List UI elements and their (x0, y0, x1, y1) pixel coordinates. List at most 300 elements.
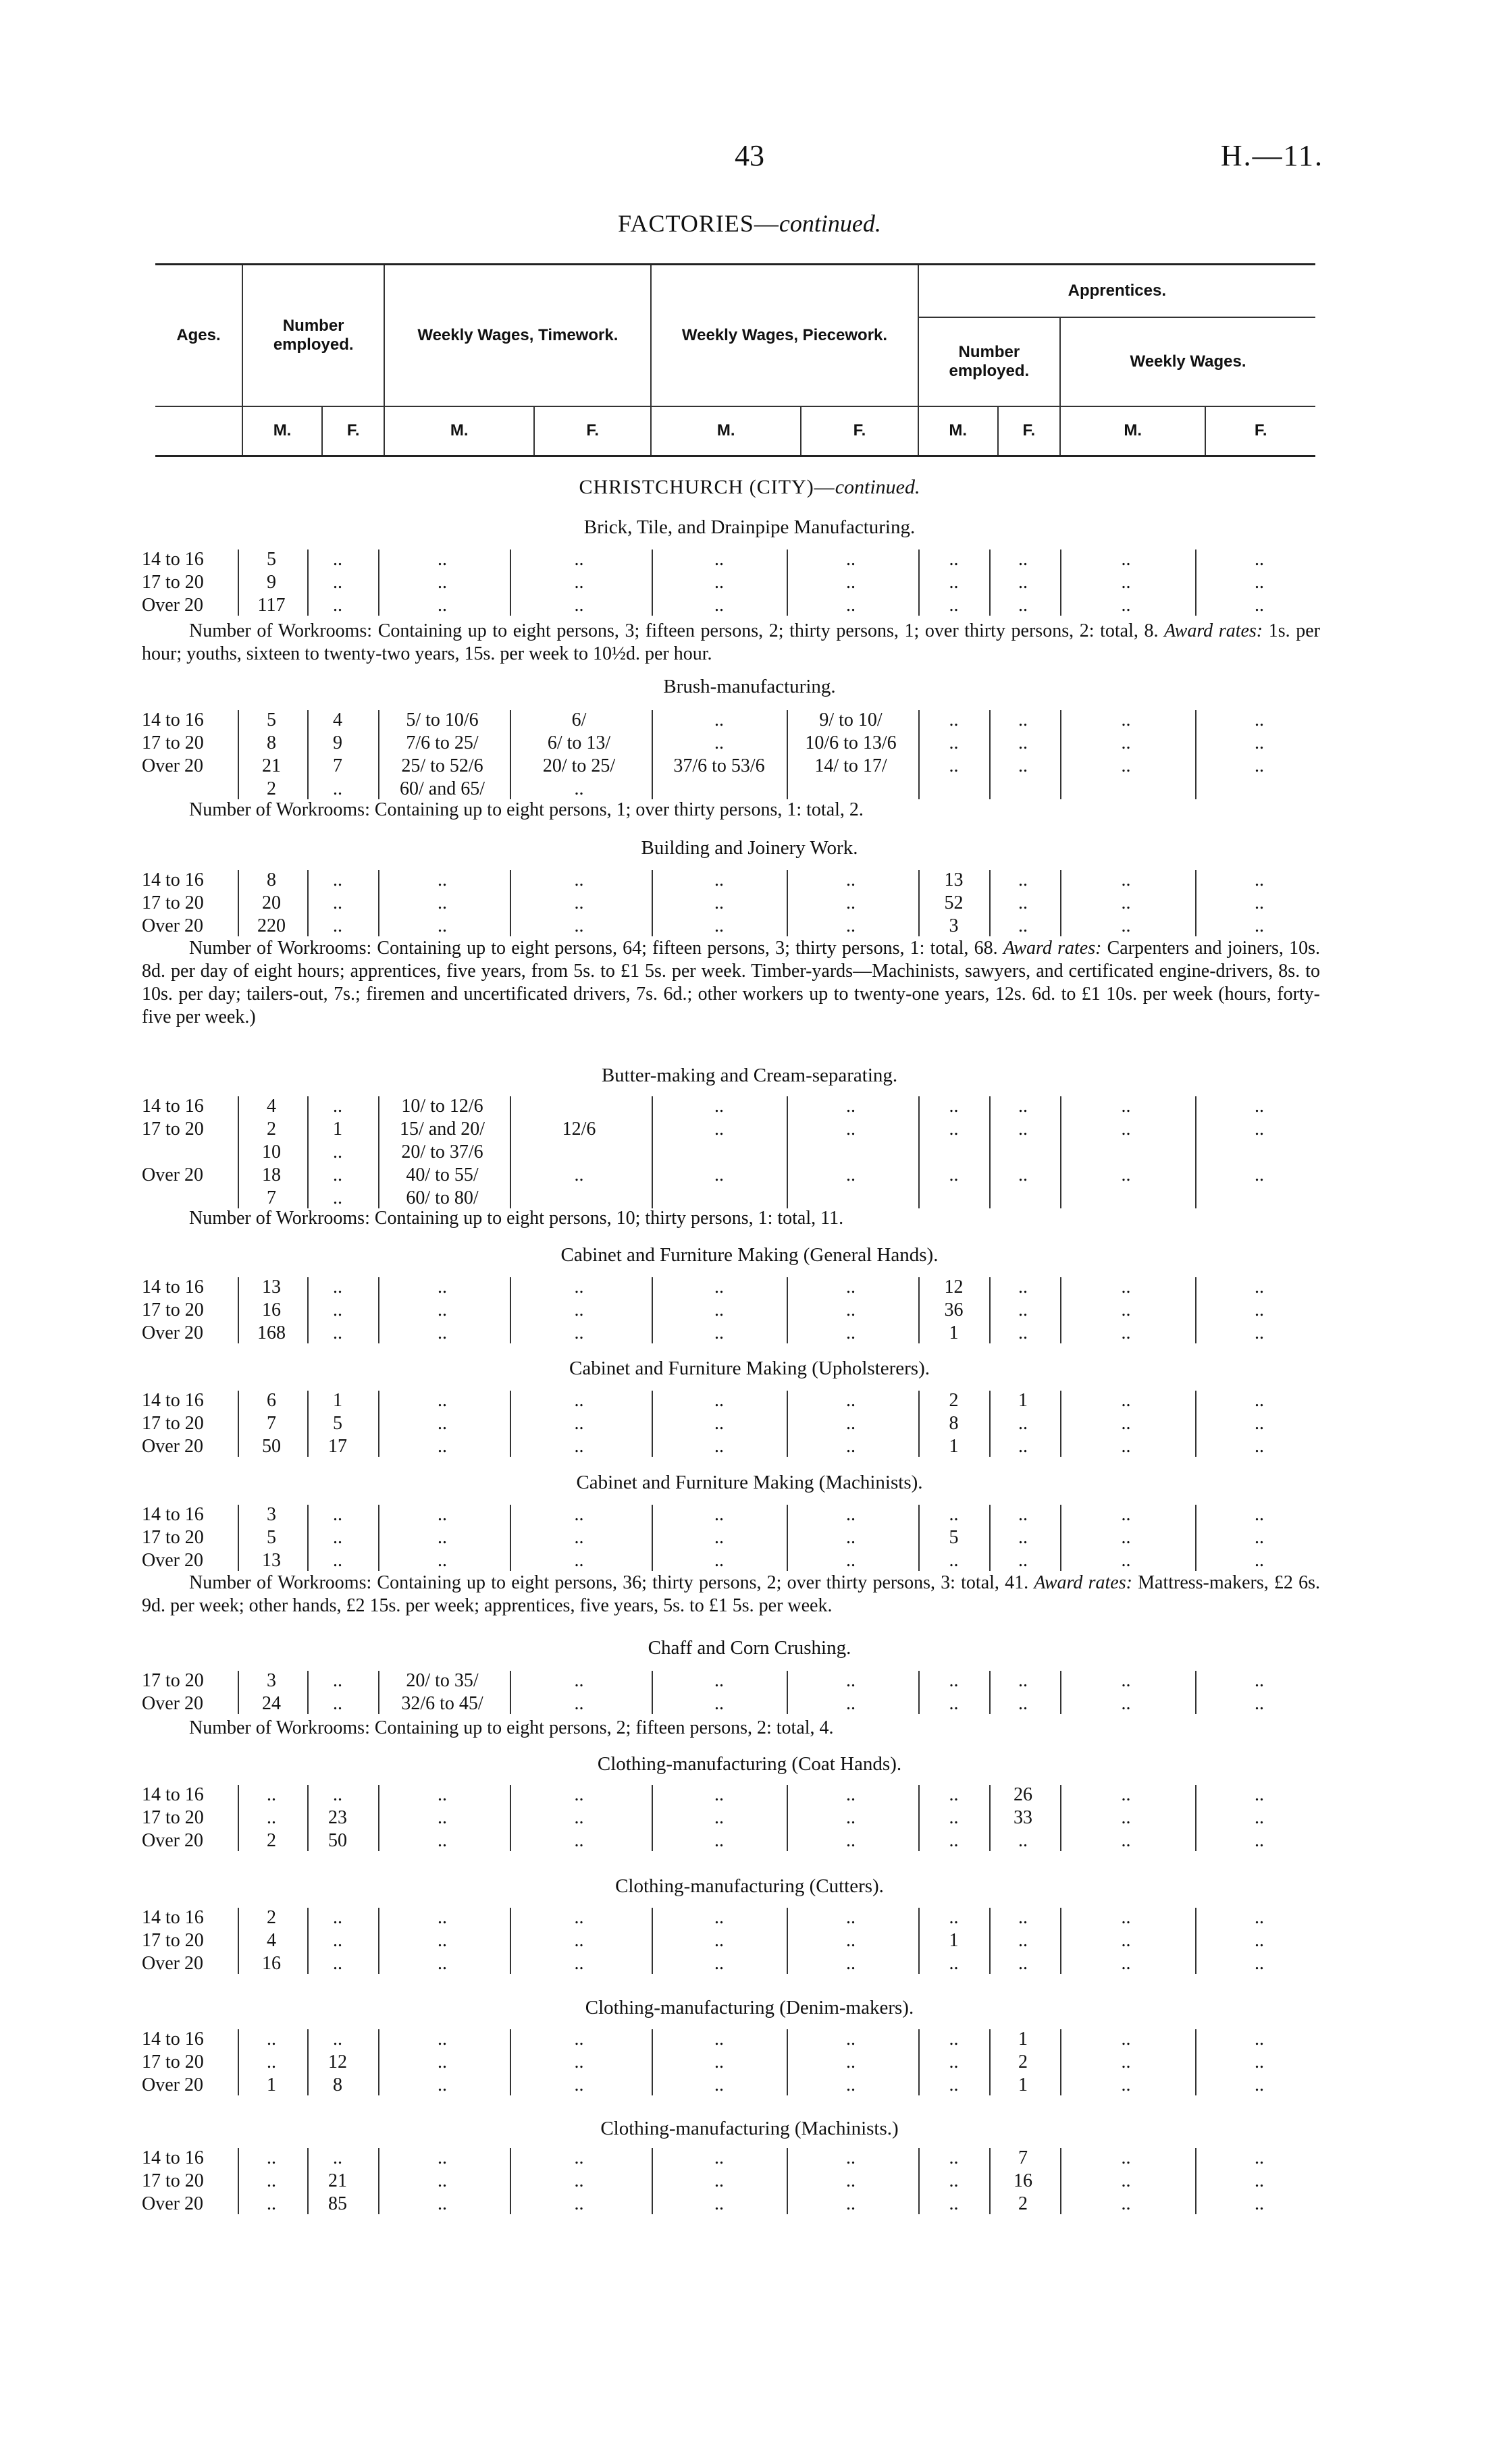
table-cell: .. (1255, 2074, 1264, 2095)
table-cell: .. (1255, 1527, 1264, 1548)
table-cell: .. (574, 549, 584, 570)
table-cell: 3 (267, 1670, 276, 1691)
table-cell: .. (438, 595, 447, 616)
table-cell: 1 (1018, 2029, 1028, 2050)
table-cell: 20/ to 37/6 (401, 1142, 483, 1162)
table-cell: .. (846, 1300, 856, 1320)
table-cell: .. (1255, 1670, 1264, 1691)
table-cell: 3 (949, 915, 959, 936)
table-cell: 5 (267, 549, 276, 570)
column-rule (918, 2148, 920, 2214)
table-cell: .. (1121, 1907, 1131, 1928)
table-cell: .. (438, 1830, 447, 1851)
table-cell: .. (1255, 755, 1264, 776)
table-cell: 12 (328, 2052, 347, 2072)
table-row (0, 709, 1499, 732)
column-rule (1195, 1391, 1196, 1457)
table-cell: 50 (328, 1830, 347, 1851)
table-cell: 117 (257, 595, 286, 616)
column-rule (1195, 870, 1196, 936)
table-cell: 12 (944, 1277, 964, 1297)
table-cell: .. (267, 2029, 276, 2050)
table-cell: .. (333, 869, 342, 890)
column-rule (510, 1096, 511, 1208)
table-cell: 40/ to 55/ (406, 1164, 479, 1185)
table-row (0, 1692, 1499, 1715)
table-cell: .. (1255, 1784, 1264, 1805)
table-row (0, 1141, 1499, 1164)
table-cell: .. (574, 1277, 584, 1297)
table-cell: .. (1121, 2147, 1131, 2168)
table-cell: .. (949, 1096, 959, 1117)
header-ages: Ages. (155, 265, 242, 406)
table-cell: .. (1255, 915, 1264, 936)
column-rule (378, 550, 379, 616)
column-rule (1060, 1908, 1061, 1974)
table-cell: .. (846, 1164, 856, 1185)
table-cell: .. (438, 892, 447, 913)
column-rule (307, 2148, 309, 2214)
table-cell: 2 (267, 1830, 276, 1851)
table-cell: .. (574, 1322, 584, 1343)
column-rule (989, 550, 991, 616)
table-cell: .. (333, 595, 342, 616)
age-cell: 17 to 20 (142, 572, 204, 593)
column-rule (787, 2029, 788, 2095)
age-cell: Over 20 (142, 1830, 203, 1851)
table-cell: .. (949, 755, 959, 776)
table-cell: 10 (262, 1142, 281, 1162)
section-title: Chaff and Corn Crushing. (648, 1637, 851, 1659)
table-cell: .. (714, 1413, 724, 1434)
table-cell: .. (267, 1784, 276, 1805)
table-cell: .. (714, 549, 724, 570)
age-cell: Over 20 (142, 1953, 203, 1974)
age-cell: 17 to 20 (142, 1413, 204, 1434)
table-cell: .. (846, 2052, 856, 2072)
table-cell: .. (438, 1322, 447, 1343)
column-rule (1060, 1096, 1061, 1208)
age-cell: 14 to 16 (142, 869, 204, 890)
table-cell: .. (714, 1784, 724, 1805)
table-cell: 10/ to 12/6 (401, 1096, 483, 1117)
table-cell: .. (949, 1953, 959, 1974)
table-cell: .. (574, 2147, 584, 2168)
table-cell: 1 (1018, 2074, 1028, 2095)
table-cell: .. (1018, 1670, 1028, 1691)
table-cell: 2 (949, 1390, 959, 1411)
table-row (0, 1435, 1499, 1458)
table-cell: 9 (267, 572, 276, 593)
table-cell: .. (1121, 595, 1131, 616)
table-cell: 1 (949, 1930, 959, 1951)
table-cell: .. (1255, 1807, 1264, 1828)
table-cell: .. (333, 1277, 342, 1297)
table-cell: .. (574, 2029, 584, 2050)
column-rule (918, 1785, 920, 1851)
section-title: Clothing-manufacturing (Cutters). (615, 1875, 884, 1897)
table-cell: .. (1121, 869, 1131, 890)
table-cell: .. (333, 778, 342, 799)
table-cell: .. (1255, 1504, 1264, 1525)
table-cell: .. (846, 1670, 856, 1691)
table-cell: .. (1255, 1930, 1264, 1951)
column-rule (652, 870, 653, 936)
table-cell: 20/ to 35/ (406, 1670, 479, 1691)
table-cell: 21 (328, 2170, 347, 2191)
table-cell: 6 (267, 1390, 276, 1411)
table-cell: .. (267, 2170, 276, 2191)
table-cell: .. (438, 1807, 447, 1828)
table-cell: .. (574, 915, 584, 936)
note-award-label: Award rates: (1003, 938, 1102, 959)
table-row (0, 1503, 1499, 1526)
table-cell: .. (846, 1527, 856, 1548)
table-cell: 14/ to 17/ (814, 755, 887, 776)
table-cell: .. (1255, 2052, 1264, 2072)
table-cell: .. (438, 2170, 447, 2191)
table-cell: .. (438, 2029, 447, 2050)
age-cell: Over 20 (142, 595, 203, 616)
table-cell: 4 (267, 1096, 276, 1117)
table-cell: 60/ and 65/ (400, 778, 485, 799)
table-cell: .. (1018, 1300, 1028, 1320)
column-rule (787, 1785, 788, 1851)
table-cell: .. (267, 2147, 276, 2168)
table-cell: .. (1018, 892, 1028, 913)
table-cell: .. (714, 1930, 724, 1951)
column-rule (1195, 1785, 1196, 1851)
table-row (0, 1276, 1499, 1299)
location-name: CHRISTCHURCH (CITY)— (579, 476, 835, 498)
table-row (0, 892, 1499, 915)
column-rule (787, 1671, 788, 1714)
table-cell: .. (574, 1953, 584, 1974)
table-cell: .. (574, 778, 584, 799)
table-cell: .. (438, 549, 447, 570)
table-cell: 3 (267, 1504, 276, 1525)
table-cell: 2 (267, 778, 276, 799)
table-cell: 6/ to 13/ (547, 732, 611, 753)
table-cell: .. (949, 1164, 959, 1185)
table-cell: 6/ (571, 709, 587, 730)
table-cell: .. (846, 1693, 856, 1714)
column-rule (378, 1785, 379, 1851)
column-rule (1195, 1505, 1196, 1571)
table-cell: .. (574, 2074, 584, 2095)
age-cell: 17 to 20 (142, 732, 204, 753)
column-rule (989, 2029, 991, 2095)
table-cell: .. (333, 2147, 342, 2168)
table-cell: .. (438, 2052, 447, 2072)
table-cell: 25/ to 52/6 (401, 755, 483, 776)
column-rule (378, 1277, 379, 1343)
column-rule (652, 1505, 653, 1571)
table-cell: 85 (328, 2193, 347, 2214)
table-cell: .. (949, 1670, 959, 1691)
column-rule (238, 1277, 239, 1343)
header-piece-m: M. (651, 406, 801, 456)
table-row (0, 1549, 1499, 1572)
table-cell: 13 (262, 1277, 281, 1297)
table-cell: .. (1121, 1096, 1131, 1117)
table-cell: .. (267, 2052, 276, 2072)
column-rule (378, 870, 379, 936)
table-cell: .. (333, 1527, 342, 1548)
column-rule (510, 1671, 511, 1714)
table-cell: .. (1121, 709, 1131, 730)
column-rule (989, 1391, 991, 1457)
age-cell: Over 20 (142, 1693, 203, 1714)
table-cell: .. (1255, 572, 1264, 593)
table-cell: .. (1255, 869, 1264, 890)
table-row (0, 1322, 1499, 1345)
table-cell: .. (846, 1322, 856, 1343)
table-row (0, 571, 1499, 594)
table-cell: 7/6 to 25/ (406, 732, 479, 753)
table-cell: .. (714, 732, 724, 753)
table-cell: .. (949, 1830, 959, 1851)
table-cell: .. (438, 1300, 447, 1320)
table-cell: .. (1121, 2029, 1131, 2050)
table-cell: .. (1018, 1907, 1028, 1928)
table-row (0, 594, 1499, 617)
table-cell: .. (1121, 1830, 1131, 1851)
table-cell: .. (714, 1670, 724, 1691)
table-cell: .. (1255, 1413, 1264, 1434)
table-cell: .. (714, 1164, 724, 1185)
table-cell: .. (333, 1300, 342, 1320)
table-cell: .. (846, 1119, 856, 1140)
table-cell: .. (1018, 869, 1028, 890)
table-cell: .. (1255, 549, 1264, 570)
table-cell: .. (846, 1807, 856, 1828)
header-time-m: M. (384, 406, 534, 456)
column-rule (307, 1277, 309, 1343)
age-cell: Over 20 (142, 2074, 203, 2095)
age-cell: 14 to 16 (142, 2029, 204, 2050)
page-number: 43 (735, 139, 764, 172)
column-rule (989, 1505, 991, 1571)
table-cell: 16 (262, 1953, 281, 1974)
table-cell: .. (1255, 732, 1264, 753)
note-award-label: Award rates: (1164, 620, 1263, 641)
table-cell: .. (949, 732, 959, 753)
table-cell: .. (714, 1527, 724, 1548)
table-cell: 8 (267, 732, 276, 753)
section-note (142, 1572, 1320, 1617)
table-cell: .. (1121, 1322, 1131, 1343)
table-cell: .. (1018, 732, 1028, 753)
note-award-label: Award rates: (1034, 1572, 1132, 1593)
column-rule (787, 710, 788, 799)
table-cell: .. (714, 2074, 724, 2095)
table-cell: .. (574, 1164, 584, 1185)
header-time-f: F. (534, 406, 651, 456)
column-rule (238, 1785, 239, 1851)
age-cell: 17 to 20 (142, 892, 204, 913)
note-lead: Number of Workrooms: Containing up to eight persons, 2; fifteen persons, 2: total, 4. (189, 1717, 834, 1738)
table-cell: 7 (267, 1187, 276, 1208)
column-rule (378, 2029, 379, 2095)
age-cell: 14 to 16 (142, 549, 204, 570)
table-cell: 13 (262, 1550, 281, 1571)
section-title: Brick, Tile, and Drainpipe Manufacturing. (583, 516, 916, 538)
column-rule (1195, 710, 1196, 799)
column-rule (1195, 1908, 1196, 1974)
column-rule (1060, 2029, 1061, 2095)
age-cell: 14 to 16 (142, 1504, 204, 1525)
table-cell: .. (714, 1300, 724, 1320)
table-cell: .. (714, 1277, 724, 1297)
table-cell: .. (1255, 2170, 1264, 2191)
column-rule (1060, 710, 1061, 799)
column-rule (307, 1785, 309, 1851)
section-title: Cabinet and Furniture Making (General Hands). (560, 1244, 939, 1266)
note-lead: Number of Workrooms: Containing up to eight persons, 1; over thirty persons, 1: total, 2. (189, 799, 864, 820)
age-cell: 17 to 20 (142, 1300, 204, 1320)
section-title: Clothing-manufacturing (Denim-makers). (585, 1997, 914, 2018)
table-cell: .. (1255, 1907, 1264, 1928)
table-cell: .. (1018, 1436, 1028, 1457)
column-rule (918, 710, 920, 799)
column-rule (307, 550, 309, 616)
table-cell: 60/ to 80/ (406, 1187, 479, 1208)
column-rule (1195, 2029, 1196, 2095)
table-cell: .. (1121, 1953, 1131, 1974)
column-rule (918, 1391, 920, 1457)
table-row (0, 2051, 1499, 2074)
table-cell: .. (846, 1550, 856, 1571)
table-cell: .. (1018, 1277, 1028, 1297)
table-cell: .. (1121, 1504, 1131, 1525)
age-cell: 17 to 20 (142, 1119, 204, 1140)
column-rule (989, 1785, 991, 1851)
header-app-emp-m: M. (918, 406, 998, 456)
table-row (0, 1389, 1499, 1412)
column-rule (918, 1505, 920, 1571)
column-rule (652, 1908, 653, 1974)
table-cell: .. (438, 2147, 447, 2168)
page-title (0, 209, 1499, 238)
table-cell: .. (949, 1504, 959, 1525)
table-cell: 2 (267, 1119, 276, 1140)
age-cell: 14 to 16 (142, 2147, 204, 2168)
table-cell: 5 (267, 709, 276, 730)
column-rule (787, 2148, 788, 2214)
table-cell: .. (574, 1784, 584, 1805)
table-cell: .. (438, 1436, 447, 1457)
column-rule (307, 2029, 309, 2095)
table-cell: .. (846, 1413, 856, 1434)
table-cell: 20/ to 25/ (542, 755, 616, 776)
table-cell: .. (574, 2193, 584, 2214)
table-cell: .. (846, 1277, 856, 1297)
age-cell: 17 to 20 (142, 2052, 204, 2072)
table-cell: 4 (267, 1930, 276, 1951)
table-cell: .. (714, 2147, 724, 2168)
table-cell: .. (1121, 732, 1131, 753)
table-cell: .. (714, 1693, 724, 1714)
table-cell: .. (333, 572, 342, 593)
table-row (0, 1952, 1499, 1975)
column-rule (1195, 550, 1196, 616)
section-title: Cabinet and Furniture Making (Upholsterers). (569, 1358, 930, 1379)
table-cell: .. (267, 1807, 276, 1828)
table-cell: .. (714, 1807, 724, 1828)
column-rule (1195, 1671, 1196, 1714)
column-rule (307, 870, 309, 936)
table-cell: .. (1121, 1693, 1131, 1714)
table-cell: .. (1121, 1784, 1131, 1805)
table-cell: .. (949, 2074, 959, 2095)
table-cell: .. (846, 1907, 856, 1928)
table-cell: .. (714, 1830, 724, 1851)
table-cell: .. (1121, 549, 1131, 570)
table-cell: 2 (267, 1907, 276, 1928)
table-cell: .. (714, 892, 724, 913)
table-cell: .. (574, 1300, 584, 1320)
table-cell: .. (949, 2147, 959, 2168)
age-cell: 17 to 20 (142, 1670, 204, 1691)
table-row (0, 1669, 1499, 1692)
table-cell: .. (438, 1953, 447, 1974)
table-cell: .. (1121, 915, 1131, 936)
table-cell: .. (846, 1830, 856, 1851)
table-cell: 5 (333, 1413, 342, 1434)
table-cell: .. (574, 572, 584, 593)
table-cell: .. (1255, 1300, 1264, 1320)
column-rule (989, 710, 991, 799)
table-cell: 7 (1018, 2147, 1028, 2168)
header-piece-f: F. (801, 406, 918, 456)
age-cell: Over 20 (142, 1436, 203, 1457)
column-rule (652, 2029, 653, 2095)
column-rule (510, 1505, 511, 1571)
age-cell: 17 to 20 (142, 1807, 204, 1828)
table-cell: 5/ to 10/6 (406, 709, 479, 730)
column-rule (307, 1908, 309, 1974)
table-cell: .. (438, 1930, 447, 1951)
table-cell: .. (949, 2029, 959, 2050)
column-rule (652, 1785, 653, 1851)
table-cell: .. (333, 2029, 342, 2050)
column-rule (510, 1391, 511, 1457)
column-rule (787, 550, 788, 616)
table-cell: .. (1121, 1436, 1131, 1457)
table-cell: .. (438, 1504, 447, 1525)
table-cell: .. (333, 1953, 342, 1974)
table-cell: .. (1255, 1953, 1264, 1974)
table-cell: .. (714, 1322, 724, 1343)
header-weekly-wages-piecework: Weekly Wages, Piecework. (651, 265, 918, 406)
table-cell: .. (1121, 1119, 1131, 1140)
table-cell: .. (1018, 1322, 1028, 1343)
header-weekly-wages-timework: Weekly Wages, Timework. (384, 265, 651, 406)
age-cell: 14 to 16 (142, 1907, 204, 1928)
column-rule (378, 1505, 379, 1571)
table-cell: .. (1255, 1390, 1264, 1411)
table-cell: 10/6 to 13/6 (805, 732, 897, 753)
table-cell: 36 (944, 1300, 964, 1320)
table-row (0, 1526, 1499, 1549)
column-rule (918, 550, 920, 616)
table-cell: 1 (949, 1322, 959, 1343)
column-rule (652, 2148, 653, 2214)
note-rest: Mattress-makers, £2 6s. 9d. per week; other hands, £2 15s. per week; apprentices, five years, 5s. to £1 5s. per week. (142, 1572, 1321, 1616)
table-cell: .. (1018, 1119, 1028, 1140)
column-rule (787, 1277, 788, 1343)
